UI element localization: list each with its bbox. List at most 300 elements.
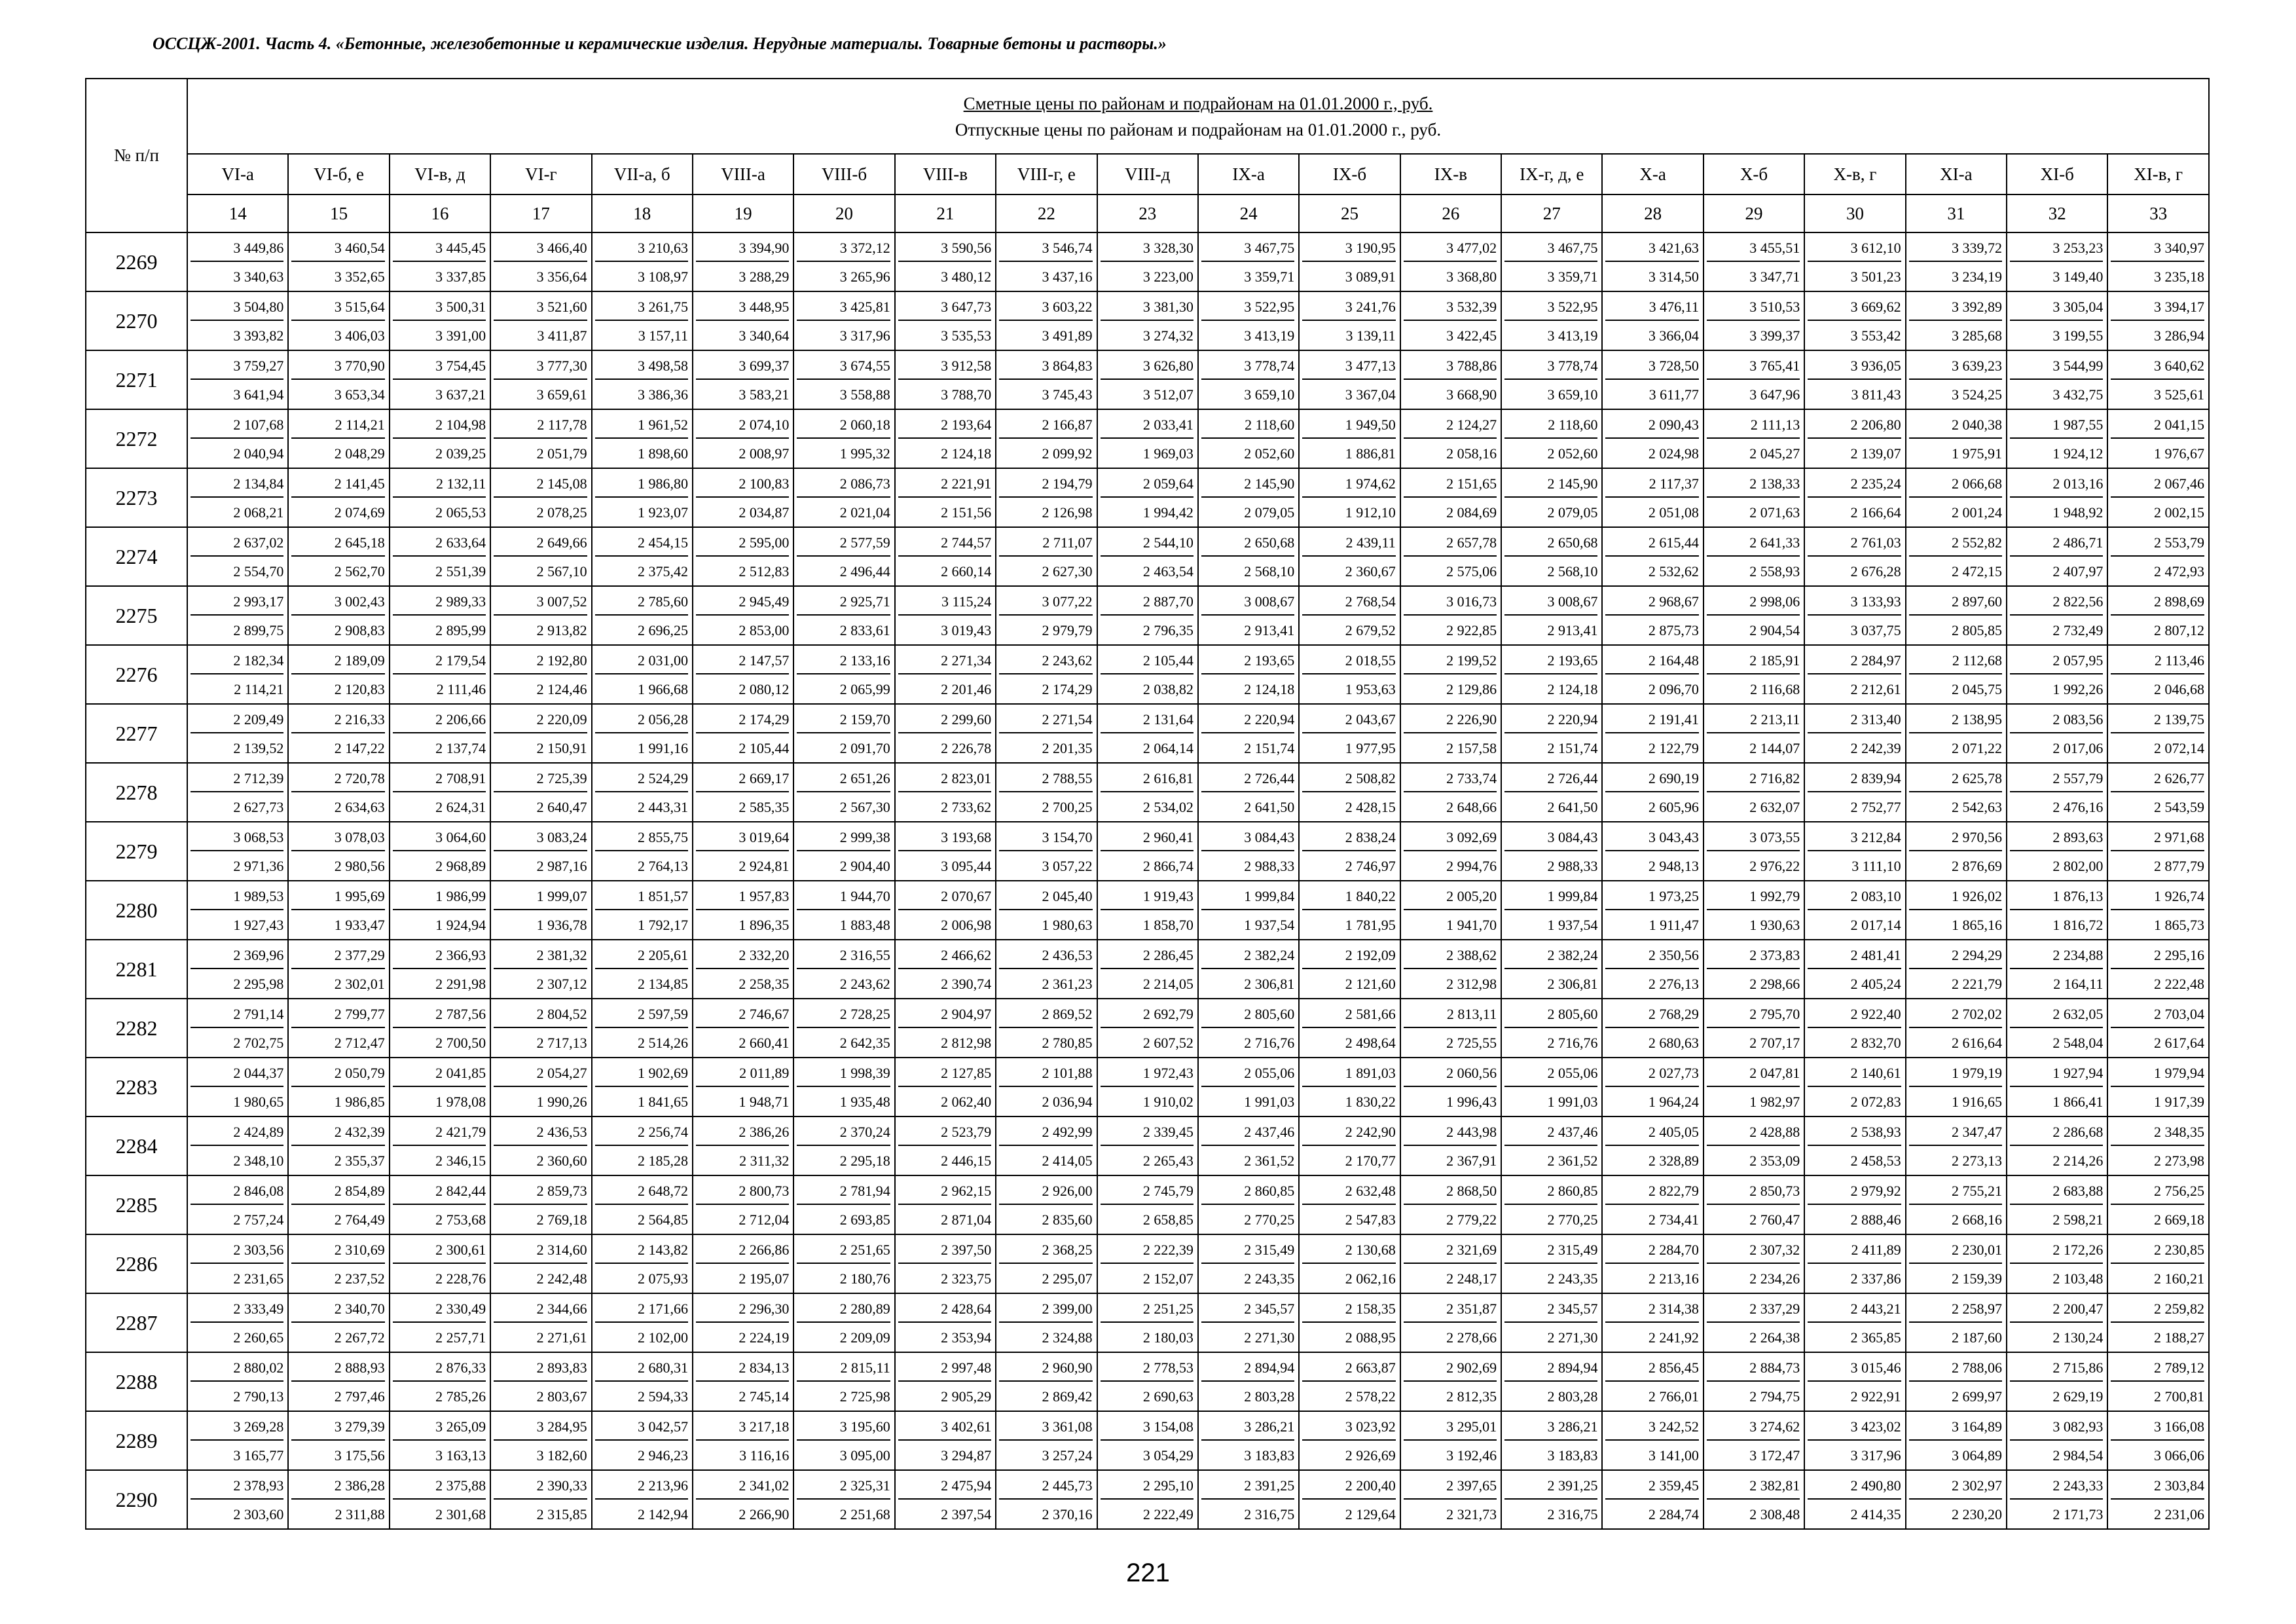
estimated-price: 2 804,52	[494, 1006, 587, 1028]
price-cell	[187, 350, 288, 409]
price-cell	[1501, 940, 1602, 999]
price-cell	[693, 468, 793, 527]
estimated-price: 2 107,68	[191, 416, 283, 439]
price-cell	[390, 232, 490, 291]
row-number: 2278	[86, 763, 187, 822]
release-price: 1 886,81	[1345, 445, 1396, 462]
release-price: 2 835,60	[1042, 1211, 1093, 1228]
estimated-price: 2 616,81	[1101, 770, 1194, 792]
price-cell	[793, 291, 894, 350]
district-header: VII-а, б	[592, 154, 693, 194]
price-cell	[1804, 822, 1905, 881]
price-cell	[996, 1293, 1097, 1352]
row-number: 2281	[86, 940, 187, 999]
estimated-price: 2 884,73	[1707, 1359, 1800, 1382]
estimated-price: 2 970,56	[1909, 829, 2002, 851]
price-cell	[1501, 704, 1602, 763]
price-cell	[1906, 1411, 2007, 1470]
estimated-price: 2 386,28	[291, 1477, 384, 1500]
estimated-price: 2 031,00	[595, 652, 688, 674]
release-price: 2 324,88	[1042, 1329, 1093, 1346]
table-row	[86, 409, 2209, 468]
price-cell	[793, 940, 894, 999]
release-price: 3 480,12	[941, 268, 992, 285]
release-price: 2 700,25	[1042, 799, 1093, 815]
district-header: VIII-д	[1097, 154, 1198, 194]
estimated-price: 2 359,45	[1605, 1477, 1698, 1500]
estimated-price: 2 615,44	[1605, 534, 1698, 557]
estimated-price: 3 394,90	[696, 240, 789, 262]
price-cell	[2007, 704, 2107, 763]
release-price: 2 370,16	[1042, 1506, 1093, 1522]
estimated-price: 1 974,62	[1302, 475, 1395, 498]
column-number: 29	[1704, 194, 1804, 232]
estimated-price: 2 174,29	[696, 711, 789, 733]
row-number: 2285	[86, 1175, 187, 1234]
estimated-price: 3 647,73	[898, 299, 991, 321]
estimated-price: 2 251,25	[1101, 1301, 1194, 1323]
district-header: VIII-г, е	[996, 154, 1097, 194]
price-cell	[592, 586, 693, 645]
estimated-price: 2 127,85	[898, 1065, 991, 1087]
price-cell	[1602, 350, 1703, 409]
price-cell	[996, 763, 1097, 822]
release-price: 2 876,69	[1952, 858, 2003, 874]
release-price: 3 340,64	[738, 327, 790, 344]
table-row	[86, 1411, 2209, 1470]
price-cell	[996, 232, 1097, 291]
estimated-price: 1 999,84	[1201, 888, 1294, 910]
release-price: 2 905,29	[941, 1388, 992, 1405]
estimated-price: 3 279,39	[291, 1418, 384, 1441]
release-price: 2 231,65	[233, 1270, 284, 1287]
price-cell	[996, 704, 1097, 763]
release-price: 2 306,81	[1244, 976, 1295, 992]
price-cell	[592, 1116, 693, 1175]
release-price: 3 659,10	[1547, 386, 1598, 403]
estimated-price: 2 443,21	[1808, 1301, 1901, 1323]
release-price: 2 987,16	[536, 858, 587, 874]
estimated-price: 2 728,25	[797, 1006, 890, 1028]
estimated-price: 2 132,11	[393, 475, 486, 498]
release-price: 1 969,03	[1142, 445, 1194, 462]
release-price: 2 291,98	[435, 976, 486, 992]
price-cell	[592, 527, 693, 586]
price-cell	[1097, 1058, 1198, 1116]
release-price: 2 348,10	[233, 1153, 284, 1169]
price-cell	[1704, 291, 1804, 350]
price-cell	[2007, 1116, 2107, 1175]
release-price: 2 068,21	[233, 504, 284, 521]
row-number: 2270	[86, 291, 187, 350]
price-cell	[1704, 1058, 1804, 1116]
price-cell	[1602, 1470, 1703, 1529]
estimated-price: 2 041,85	[393, 1065, 486, 1087]
release-price: 2 832,70	[1850, 1035, 1901, 1051]
price-cell	[1704, 350, 1804, 409]
release-price: 2 717,13	[536, 1035, 587, 1051]
estimated-price: 3 043,43	[1605, 829, 1698, 851]
price-cell	[1501, 1058, 1602, 1116]
release-price: 2 375,42	[637, 563, 688, 580]
release-price: 1 910,02	[1142, 1094, 1194, 1110]
district-header: XI-б	[2007, 154, 2107, 194]
release-price: 2 712,47	[334, 1035, 385, 1051]
district-header: VI-г	[490, 154, 591, 194]
price-cell	[1602, 1175, 1703, 1234]
estimated-price: 2 842,44	[393, 1183, 486, 1205]
release-price: 2 040,94	[233, 445, 284, 462]
estimated-price: 2 166,87	[999, 416, 1092, 439]
row-number: 2288	[86, 1352, 187, 1411]
release-price: 2 812,35	[1446, 1388, 1497, 1405]
estimated-price: 2 788,55	[999, 770, 1092, 792]
estimated-price: 2 111,13	[1707, 416, 1800, 439]
release-price: 1 933,47	[334, 917, 385, 933]
price-cell	[390, 409, 490, 468]
estimated-price: 3 626,80	[1101, 358, 1194, 380]
estimated-price: 2 258,97	[1909, 1301, 2002, 1323]
price-cell	[1400, 704, 1501, 763]
release-price: 1 977,95	[1345, 740, 1396, 756]
release-price: 3 235,18	[2154, 268, 2204, 285]
release-price: 2 243,35	[1244, 1270, 1295, 1287]
release-price: 2 680,63	[1648, 1035, 1699, 1051]
price-cell	[288, 291, 389, 350]
estimated-price: 3 212,84	[1808, 829, 1901, 851]
estimated-price: 1 995,69	[291, 888, 384, 910]
release-price: 2 355,37	[334, 1153, 385, 1169]
release-price: 2 578,22	[1345, 1388, 1396, 1405]
estimated-price: 3 612,10	[1808, 240, 1901, 262]
release-price: 2 201,46	[941, 681, 992, 697]
estimated-price: 2 523,79	[898, 1124, 991, 1146]
estimated-price: 2 043,67	[1302, 711, 1395, 733]
row-number: 2271	[86, 350, 187, 409]
price-cell	[996, 1352, 1097, 1411]
release-price: 3 553,42	[1850, 327, 1901, 344]
table-row	[86, 704, 2209, 763]
release-price: 2 554,70	[233, 563, 284, 580]
release-price: 2 171,73	[2052, 1506, 2104, 1522]
estimated-price: 2 650,68	[1201, 534, 1294, 557]
release-price: 2 273,13	[1952, 1153, 2003, 1169]
price-cell	[187, 586, 288, 645]
estimated-price: 3 166,08	[2111, 1418, 2204, 1441]
estimated-price: 2 341,02	[696, 1477, 789, 1500]
estimated-price: 2 632,05	[2010, 1006, 2103, 1028]
price-cell	[895, 409, 996, 468]
release-price: 3 057,22	[1042, 858, 1093, 874]
price-cell	[592, 940, 693, 999]
price-cell	[1906, 1470, 2007, 1529]
price-cell	[693, 291, 793, 350]
release-price: 1 896,35	[738, 917, 790, 933]
estimated-price: 3 042,57	[595, 1418, 688, 1441]
price-cell	[1097, 350, 1198, 409]
price-cell	[1299, 527, 1400, 586]
estimated-price: 2 182,34	[191, 652, 283, 674]
estimated-price: 2 147,57	[696, 652, 789, 674]
estimated-price: 2 968,67	[1605, 593, 1698, 616]
release-price: 1 982,97	[1749, 1094, 1800, 1110]
price-cell	[1097, 881, 1198, 940]
estimated-price: 2 295,10	[1101, 1477, 1194, 1500]
estimated-price: 2 200,47	[2010, 1301, 2103, 1323]
estimated-price: 3 477,13	[1302, 358, 1395, 380]
price-cell	[1400, 350, 1501, 409]
price-cell	[288, 350, 389, 409]
release-price: 3 116,16	[739, 1447, 790, 1464]
price-cell	[793, 350, 894, 409]
estimated-price: 2 033,41	[1101, 416, 1194, 439]
estimated-price: 2 332,20	[696, 947, 789, 969]
price-cell	[490, 1234, 591, 1293]
release-price: 2 660,41	[738, 1035, 790, 1051]
estimated-price: 2 633,64	[393, 534, 486, 557]
price-cell	[1299, 763, 1400, 822]
release-price: 3 317,96	[1850, 1447, 1901, 1464]
row-number: 2284	[86, 1116, 187, 1175]
price-cell	[895, 645, 996, 704]
release-price: 2 213,16	[1648, 1270, 1699, 1287]
estimated-price: 2 391,25	[1504, 1477, 1597, 1500]
release-price: 3 337,85	[435, 268, 486, 285]
price-cell	[1299, 822, 1400, 881]
price-cell	[1906, 940, 2007, 999]
table-row	[86, 1058, 2209, 1116]
estimated-price: 3 455,51	[1707, 240, 1800, 262]
estimated-price: 3 073,55	[1707, 829, 1800, 851]
price-cell	[996, 881, 1097, 940]
release-price: 2 770,25	[1244, 1211, 1295, 1228]
estimated-price: 3 286,21	[1504, 1418, 1597, 1441]
price-cell	[2007, 1352, 2107, 1411]
release-price: 2 006,98	[941, 917, 992, 933]
estimated-price: 2 194,79	[999, 475, 1092, 498]
release-price: 2 752,77	[1850, 799, 1901, 815]
column-number: 32	[2007, 194, 2107, 232]
release-price: 3 366,04	[1648, 327, 1699, 344]
estimated-price: 3 728,50	[1605, 358, 1698, 380]
release-price: 1 937,54	[1244, 917, 1295, 933]
estimated-price: 3 423,02	[1808, 1418, 1901, 1441]
price-cell	[1400, 468, 1501, 527]
estimated-price: 3 394,17	[2111, 299, 2204, 321]
price-cell	[490, 1175, 591, 1234]
estimated-price: 2 251,65	[797, 1242, 890, 1264]
estimated-price: 2 345,57	[1504, 1301, 1597, 1323]
price-cell	[895, 704, 996, 763]
price-cell	[693, 586, 793, 645]
estimated-price: 2 999,38	[797, 829, 890, 851]
price-cell	[1804, 645, 1905, 704]
release-price: 2 700,50	[435, 1035, 486, 1051]
estimated-price: 3 195,60	[797, 1418, 890, 1441]
estimated-price: 1 986,99	[393, 888, 486, 910]
estimated-price: 1 851,57	[595, 888, 688, 910]
estimated-price: 2 100,83	[696, 475, 789, 498]
price-cell	[996, 291, 1097, 350]
row-number-header: № п/п	[86, 79, 187, 232]
price-cell	[1804, 1116, 1905, 1175]
price-cell	[490, 940, 591, 999]
release-price: 1 866,41	[2052, 1094, 2104, 1110]
estimated-price: 2 632,48	[1302, 1183, 1395, 1205]
price-cell	[288, 1411, 389, 1470]
price-cell	[592, 232, 693, 291]
estimated-price: 3 210,63	[595, 240, 688, 262]
price-cell	[1097, 704, 1198, 763]
release-price: 2 271,61	[536, 1329, 587, 1346]
release-price: 2 617,64	[2154, 1035, 2204, 1051]
price-cell	[187, 940, 288, 999]
district-header: IX-б	[1299, 154, 1400, 194]
estimated-price: 2 439,11	[1302, 534, 1395, 557]
table-row	[86, 232, 2209, 291]
price-cell	[895, 468, 996, 527]
estimated-price: 2 702,02	[1909, 1006, 2002, 1028]
price-cell	[1198, 999, 1299, 1058]
release-price: 2 976,22	[1749, 858, 1800, 874]
estimated-price: 2 390,33	[494, 1477, 587, 1500]
release-price: 2 065,53	[435, 504, 486, 521]
release-price: 3 314,50	[1648, 268, 1699, 285]
release-price: 3 095,00	[839, 1447, 890, 1464]
estimated-price: 3 477,02	[1404, 240, 1497, 262]
release-price: 2 323,75	[941, 1270, 992, 1287]
release-price: 2 812,98	[941, 1035, 992, 1051]
price-cell	[2007, 1175, 2107, 1234]
price-cell	[1804, 291, 1905, 350]
release-price: 2 188,27	[2154, 1329, 2204, 1346]
estimated-price: 2 925,71	[797, 593, 890, 616]
estimated-price: 2 040,38	[1909, 416, 2002, 439]
release-price: 2 129,86	[1446, 681, 1497, 697]
price-cell	[490, 881, 591, 940]
estimated-price: 2 226,90	[1404, 711, 1497, 733]
estimated-price: 3 640,62	[2111, 358, 2204, 380]
price-cell	[793, 999, 894, 1058]
release-price: 2 265,43	[1142, 1153, 1194, 1169]
estimated-price: 2 118,60	[1201, 416, 1294, 439]
estimated-price: 2 997,48	[898, 1359, 991, 1382]
district-header: VIII-а	[693, 154, 793, 194]
estimated-price: 2 902,69	[1404, 1359, 1497, 1382]
release-price: 2 568,10	[1244, 563, 1295, 580]
column-number: 15	[288, 194, 389, 232]
estimated-price: 3 164,89	[1909, 1418, 2002, 1441]
estimated-price: 3 936,05	[1808, 358, 1901, 380]
price-cell	[187, 1175, 288, 1234]
price-cell	[693, 1058, 793, 1116]
estimated-price: 3 515,64	[291, 299, 384, 321]
estimated-price: 2 893,83	[494, 1359, 587, 1382]
release-price: 3 788,70	[941, 386, 992, 403]
price-cell	[1198, 350, 1299, 409]
release-price: 2 780,85	[1042, 1035, 1093, 1051]
release-price: 2 039,25	[435, 445, 486, 462]
estimated-price: 2 839,94	[1808, 770, 1901, 792]
price-cell	[390, 1352, 490, 1411]
release-price: 3 054,29	[1142, 1447, 1194, 1464]
estimated-price: 3 449,86	[191, 240, 283, 262]
release-price: 2 209,09	[839, 1329, 890, 1346]
estimated-price: 3 778,74	[1504, 358, 1597, 380]
price-cell	[1906, 881, 2007, 940]
price-cell	[592, 704, 693, 763]
price-cell	[1602, 645, 1703, 704]
estimated-price: 3 546,74	[999, 240, 1092, 262]
estimated-price: 2 060,18	[797, 416, 890, 439]
price-cell	[1198, 1470, 1299, 1529]
release-price: 2 038,82	[1142, 681, 1194, 697]
release-price: 2 008,97	[738, 445, 790, 462]
price-cell	[693, 1293, 793, 1352]
release-price: 2 397,54	[941, 1506, 992, 1522]
price-cell	[1198, 409, 1299, 468]
price-cell	[693, 232, 793, 291]
price-cell	[1400, 527, 1501, 586]
price-cell	[1906, 1058, 2007, 1116]
estimated-price: 2 708,91	[393, 770, 486, 792]
release-price: 2 414,35	[1850, 1506, 1901, 1522]
release-price: 3 089,91	[1345, 268, 1396, 285]
release-price: 2 746,97	[1345, 858, 1396, 874]
release-price: 2 150,91	[536, 740, 587, 756]
estimated-price: 2 286,45	[1101, 947, 1194, 969]
estimated-price: 2 443,98	[1404, 1124, 1497, 1146]
estimated-price: 2 813,11	[1404, 1006, 1497, 1028]
price-cell	[793, 232, 894, 291]
price-cell	[390, 999, 490, 1058]
price-cell	[592, 763, 693, 822]
release-price: 2 696,25	[637, 622, 688, 638]
release-price: 2 316,75	[1244, 1506, 1295, 1522]
district-header: VIII-б	[793, 154, 894, 194]
release-price: 2 001,24	[1952, 504, 2003, 521]
estimated-price: 2 171,66	[595, 1301, 688, 1323]
estimated-price: 2 789,12	[2111, 1359, 2204, 1382]
price-cell	[490, 1352, 591, 1411]
price-cell	[793, 645, 894, 704]
estimated-price: 2 822,79	[1605, 1183, 1698, 1205]
estimated-price: 2 712,39	[191, 770, 283, 792]
release-price: 2 532,62	[1648, 563, 1699, 580]
price-cell	[187, 291, 288, 350]
estimated-price: 2 045,40	[999, 888, 1092, 910]
price-cell	[1501, 350, 1602, 409]
release-price: 2 065,99	[839, 681, 890, 697]
estimated-price: 2 850,73	[1707, 1183, 1800, 1205]
price-cell	[693, 1116, 793, 1175]
price-cell	[390, 1116, 490, 1175]
price-cell	[288, 763, 389, 822]
district-header: IX-а	[1198, 154, 1299, 194]
price-cell	[1602, 881, 1703, 940]
estimated-price: 3 077,22	[999, 593, 1092, 616]
price-cell	[187, 999, 288, 1058]
estimated-price: 2 552,82	[1909, 534, 2002, 557]
price-cell	[895, 999, 996, 1058]
price-cell	[1400, 1116, 1501, 1175]
release-price: 2 221,79	[1952, 976, 2003, 992]
release-price: 2 564,85	[637, 1211, 688, 1228]
release-price: 1 996,43	[1446, 1094, 1497, 1110]
release-price: 2 230,20	[1952, 1506, 2003, 1522]
release-price: 2 228,76	[435, 1270, 486, 1287]
estimated-price: 3 265,09	[393, 1418, 486, 1441]
